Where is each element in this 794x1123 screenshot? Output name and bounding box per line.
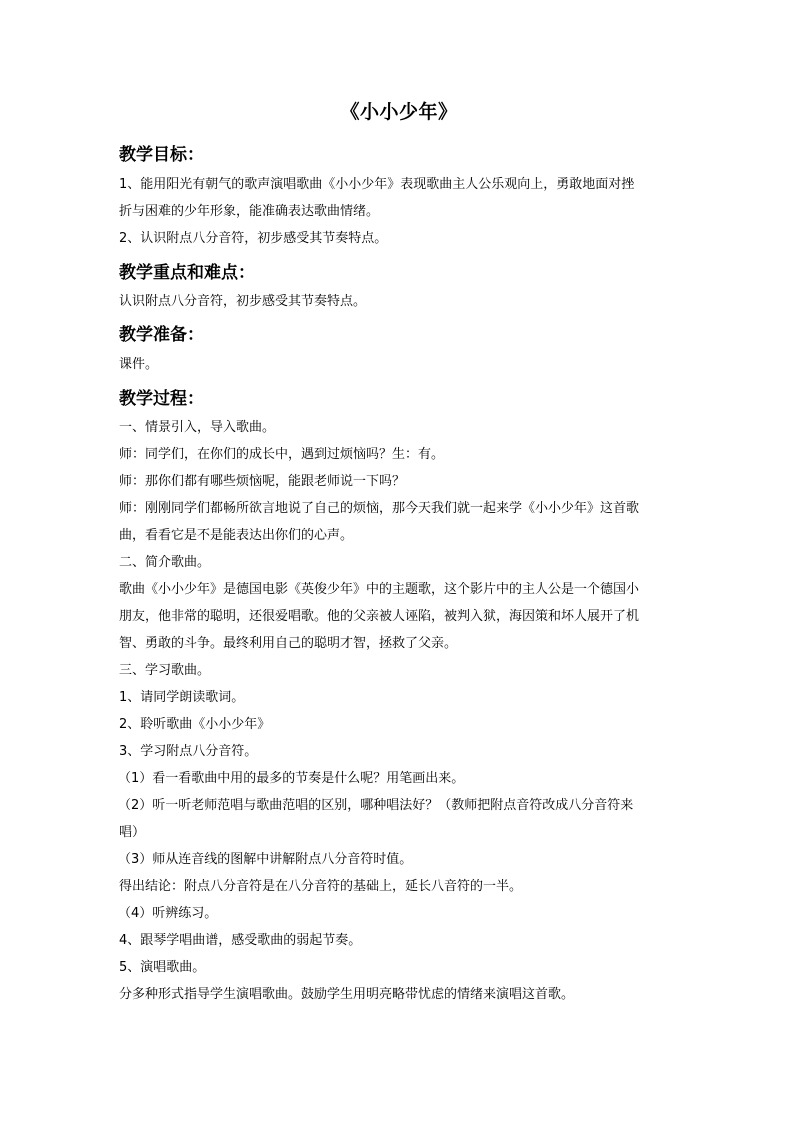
process-line-8: 朋友，他非常的聪明，还很爱唱歌。他的父亲被人诬陷，被判入狱，海因策和坏人展开了机 — [119, 609, 640, 624]
document-title: 《小小少年》 — [340, 101, 458, 123]
process-line-13: 3、学习附点八分音符。 — [119, 744, 258, 759]
process-line-7: 歌曲《小小少年》是德国电影《英俊少年》中的主题歌，这个影片中的主人公是一个德国小 — [119, 582, 640, 597]
heading-preparation: 教学准备： — [119, 325, 204, 345]
process-line-9: 智、勇敢的斗争。最终利用自己的聪明才智，拯救了父亲。 — [119, 636, 458, 651]
heading-teaching-goals: 教学目标： — [119, 145, 204, 165]
keypoints-line-1: 认识附点八分音符，初步感受其节奏特点。 — [119, 294, 367, 309]
process-line-10: 三、学习歌曲。 — [119, 663, 211, 678]
process-line-3: 师：那你们都有哪些烦恼呢，能跟老师说一下吗？ — [119, 474, 406, 489]
process-line-5: 曲，看看它是不是能表达出你们的心声。 — [119, 528, 354, 543]
goals-line-1: 1、能用阳光有朝气的歌声演唱歌曲《小小少年》表现歌曲主人公乐观向上，勇敢地面对挫 — [119, 177, 635, 192]
goals-line-3: 2、认识附点八分音符，初步感受其节奏特点。 — [119, 231, 388, 246]
process-line-1: 一、情景引入，导入歌曲。 — [119, 420, 276, 435]
process-line-17: （3）师从连音线的图解中讲解附点八分音符时值。 — [118, 852, 413, 867]
heading-keypoints: 教学重点和难点： — [119, 263, 255, 283]
process-line-2: 师：同学们，在你们的成长中，遇到过烦恼吗？生：有。 — [119, 447, 445, 462]
process-line-6: 二、简介歌曲。 — [119, 555, 211, 570]
process-line-12: 2、聆听歌曲《小小少年》 — [119, 717, 271, 732]
process-line-19: （4）听辨练习。 — [118, 906, 218, 921]
process-line-21: 5、演唱歌曲。 — [119, 960, 206, 975]
process-line-4: 师：刚刚同学们都畅所欲言地说了自己的烦恼，那今天我们就一起来学《小小少年》这首歌 — [119, 501, 640, 516]
process-line-20: 4、跟琴学唱曲谱，感受歌曲的弱起节奏。 — [119, 933, 362, 948]
process-line-11: 1、请同学朗读歌词。 — [119, 690, 245, 705]
process-line-22: 分多种形式指导学生演唱歌曲。鼓励学生用明亮略带忧虑的情绪来演唱这首歌。 — [119, 987, 575, 1002]
goals-line-2: 折与困难的少年形象，能准确表达歌曲情绪。 — [119, 204, 380, 219]
process-line-16: 唱） — [119, 825, 146, 840]
process-line-15: （2）听一听老师范唱与歌曲范唱的区别，哪种唱法好？（教师把附点音符改成八分音符来 — [118, 798, 634, 813]
process-line-18: 得出结论：附点八分音符是在八分音符的基础上，延长八音符的一半。 — [119, 879, 523, 894]
process-line-14: （1）看一看歌曲中用的最多的节奏是什么呢？用笔画出来。 — [118, 771, 465, 786]
heading-process: 教学过程： — [119, 389, 204, 409]
prep-line-1: 课件。 — [119, 357, 159, 372]
